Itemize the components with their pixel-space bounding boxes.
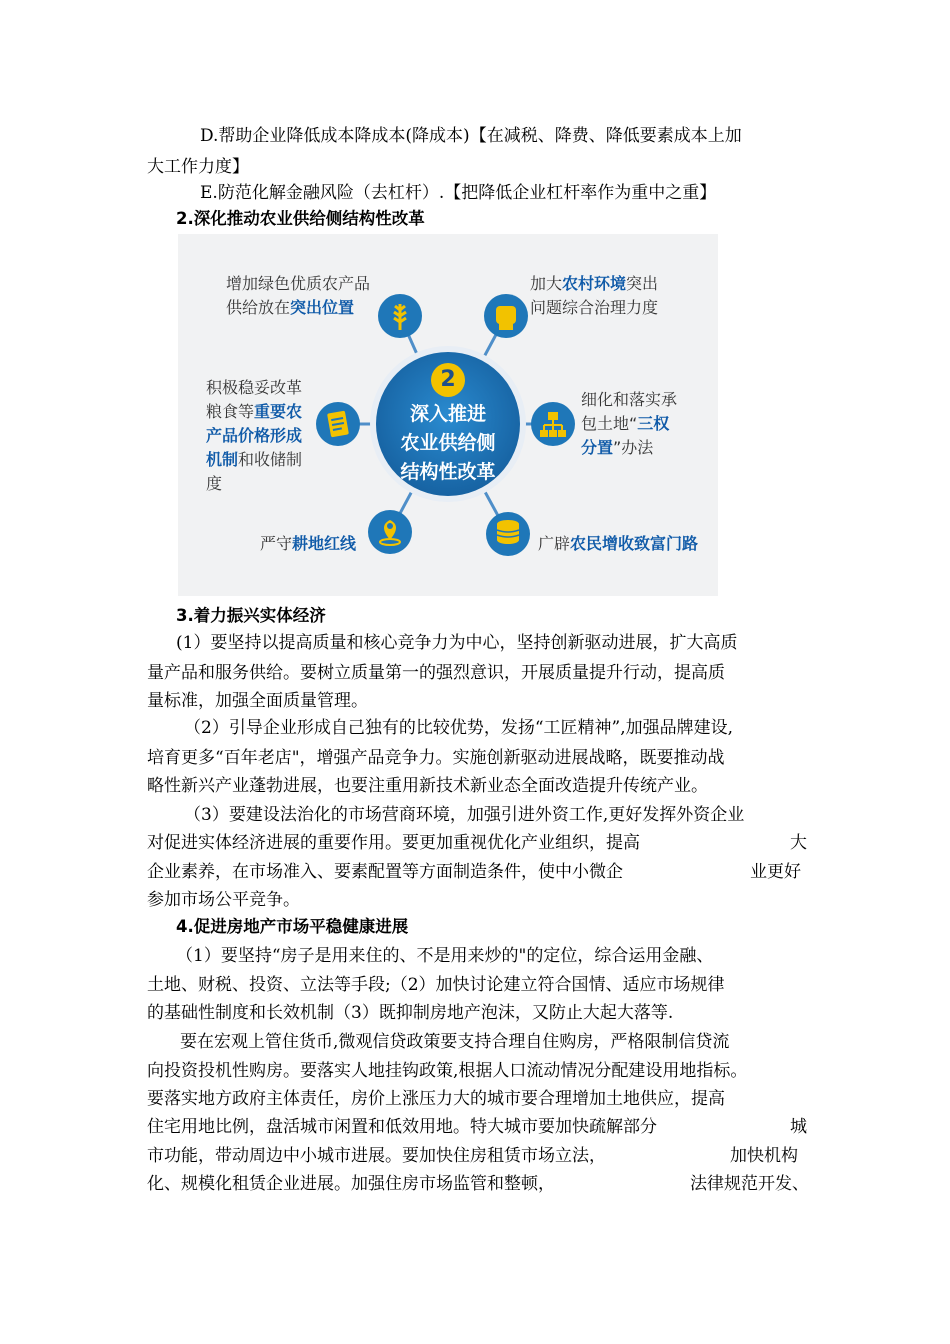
item-d-line2: 大工作力度】 [147,157,249,177]
node-document [316,402,360,446]
p4-line2: 土地、财税、投资、立法等手段;（2）加快讨论建立符合国情、适应市场规律 [147,975,725,995]
p4-line8-tail: 加快机构 [730,1146,798,1166]
p4-line4: 要在宏观上管住货币,微观信贷政策要支持合理自住购房，严格限制信贷流 [180,1032,730,1052]
item-price-mechanism-line4: 机制和收储制 [206,450,303,469]
item-farmland-redline: 严守耕地红线 [260,534,357,553]
p3-line4: （2）引导企业形成自己独有的比较优势，发扬“工匠精神”,加强品牌建设, [184,718,734,738]
node-location [368,510,412,554]
item-land-rights-line2: 包土地“三权 [581,414,670,433]
agriculture-reform-infographic [178,234,718,596]
p3-line2: 量产品和服务供给。要树立质量第一的强烈意识，开展质量提升行动，提高质 [147,663,725,683]
node-hierarchy [531,402,575,446]
item-green-products-line2: 供给放在突出位置 [226,298,355,317]
item-land-rights-line3: 分置”办法 [581,438,654,457]
item-land-rights [581,388,677,460]
p4-line9: 化、规模化租赁企业进展。加强住房市场监管和整顿， [147,1174,555,1194]
p4-line6: 要落实地方政府主体责任，房价上涨压力大的城市要合理增加土地供应，提高 [147,1089,725,1109]
hub-title-line2: 农业供给侧 [400,432,496,454]
p4-line7: 住宅用地比例，盘活城市闲置和低效用地。特大城市要加快疏解部分 [147,1117,657,1137]
heading-4: 4.促进房地产市场平稳健康进展 [176,917,409,936]
item-e-line: E.防范化解金融风险（去杠杆）.【把降低企业杠杆率作为重中之重】 [200,183,717,203]
p4-line5: 向投资投机性购房。要落实人地挂钩政策,根据人口流动情况分配建设用地指标。 [147,1061,748,1081]
p3-line3: 量标准，加强全面质量管理。 [147,691,368,711]
p3-line1: (1）要坚持以提高质量和核心竞争力为中心，坚持创新驱动进展，扩大高质 [176,633,738,653]
node-fist [484,294,528,338]
item-price-mechanism-line1: 积极稳妥改革 [206,378,303,397]
p3-line5: 培育更多“百年老店"，增强产品竞争力。实施创新驱动进展战略，既要推动战 [147,748,725,768]
p3-line9: 企业素养，在市场准入、要素配置等方面制造条件，使中小微企 [147,862,623,882]
hub-title-line3: 结构性改革 [400,461,496,483]
item-green-products-line1: 增加绿色优质农产品 [226,274,371,293]
p3-line10: 参加市场公平竞争。 [147,890,300,910]
item-price-mechanism-line3: 产品价格形成 [206,426,303,445]
p3-line7: （3）要建设法治化的市场营商环境，加强引进外资工作,更好发挥外资企业 [184,805,745,825]
p4-line3: 的基础性制度和长效机制（3）既抑制房地产泡沫，又防止大起大落等. [147,1003,674,1023]
p4-line9-tail: 法律规范开发、 [690,1174,809,1194]
p4-line1: （1）要坚持“房子是用来住的、不是用来炒的"的定位，综合运用金融、 [176,946,714,966]
node-wheat [378,294,422,338]
item-green-products [226,272,370,320]
hub-title-line1: 深入推进 [409,403,486,425]
p3-line8-tail: 大 [790,833,807,853]
item-price-mechanism-line2: 粮食等重要农 [206,402,303,421]
item-rural-environment-line1: 加大农村环境突出 [530,274,659,293]
p3-line6: 略性新兴产业蓬勃进展，也要注重用新技术新业态全面改造提升传统产业。 [147,776,708,796]
heading-2: 2.深化推动农业供给侧结构性改革 [176,209,425,228]
item-d-line1: D.帮助企业降低成本降成本(降成本)【在减税、降费、降低要素成本上加 [200,126,742,146]
item-farmer-income: 广辟农民增收致富门路 [538,534,699,553]
hub-title [376,400,520,487]
item-rural-environment [530,272,658,320]
item-rural-environment-line2: 问题综合治理力度 [530,298,659,317]
p4-line8: 市功能，带动周边中小城市进展。要加快住房租赁市场立法， [147,1146,606,1166]
hub-number: 2 [440,367,456,392]
node-coins [486,512,530,556]
item-land-rights-line1: 细化和落实承 [581,390,678,409]
p4-line7-tail: 城 [790,1117,807,1137]
item-price-mechanism-line5: 度 [206,474,223,493]
p3-line9-tail: 业更好 [750,862,801,882]
item-price-mechanism [206,376,302,496]
heading-3: 3.着力振兴实体经济 [176,606,326,625]
p3-line8: 对促进实体经济进展的重要作用。要更加重视优化产业组织，提高 [147,833,640,853]
